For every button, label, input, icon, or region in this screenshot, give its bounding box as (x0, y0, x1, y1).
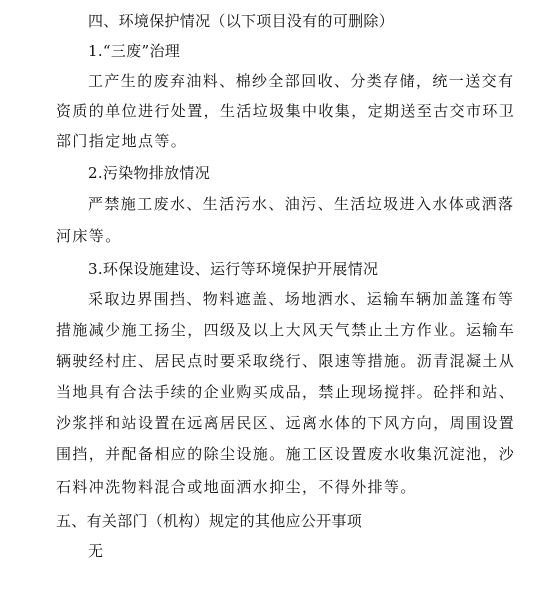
item-3-line-1: 采取边界围挡、物料遮盖、场地洒水、运输车辆加盖篷布等 (88, 290, 515, 308)
section-5-heading: 五、有关部门（机构）规定的其他应公开事项 (56, 512, 363, 530)
item-3-title: 3.环保设施建设、运行等环境保护开展情况 (88, 260, 379, 278)
item-3-line-4: 当地具有合法手续的企业购买成品，禁止现场搅拌。砼拌和站、 (56, 383, 516, 401)
section-5-body: 无 (88, 542, 104, 560)
item-3-line-7: 石料冲洗物料混合或地面洒水抑尘，不得外排等。 (56, 478, 417, 496)
item-1-line-3: 部门指定地点等。 (56, 132, 188, 150)
item-1-line-1: 工产生的废弃油料、棉纱全部回收、分类存储，统一送交有 (88, 72, 515, 90)
item-2-title: 2.污染物排放情况 (88, 164, 211, 182)
section-4-heading: 四、环境保护情况（以下项目没有的可删除） (88, 12, 395, 30)
item-1-title: 1.“三废”治理 (88, 42, 181, 60)
item-3-line-3: 辆驶经村庄、居民点时要采取绕行、限速等措施。沥青混凝土从 (56, 352, 516, 370)
item-1-line-2: 资质的单位进行处置，生活垃圾集中收集，定期送至古交市环卫 (56, 102, 516, 120)
item-3-line-6: 围挡，并配备相应的除尘设施。施工区设置废水收集沉淀池，沙 (56, 445, 516, 463)
item-3-line-2: 措施减少施工扬尘，四级及以上大风天气禁止土方作业。运输车 (56, 321, 516, 339)
item-2-line-1: 严禁施工废水、生活污水、油污、生活垃圾进入水体或洒落 (88, 195, 515, 213)
item-2-line-2: 河床等。 (56, 227, 122, 245)
item-3-line-5: 沙浆拌和站设置在远离居民区、远离水体的下风方向，周围设置 (56, 414, 516, 432)
